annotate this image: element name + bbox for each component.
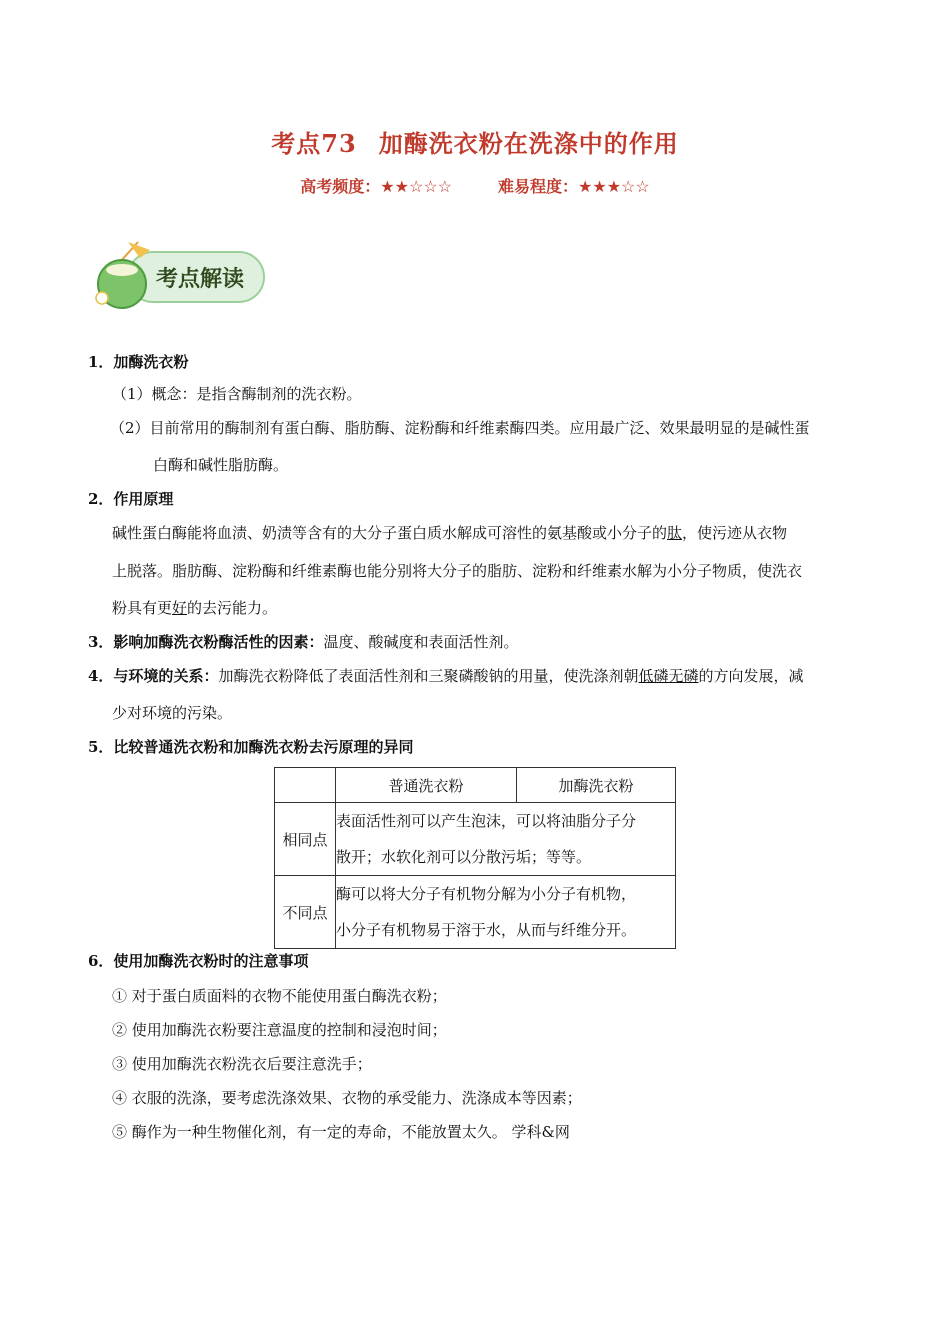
table-corner-cell [275, 768, 336, 803]
flower-icon [96, 292, 108, 304]
list-item: ① 对于蛋白质面料的衣物不能使用蛋白酶洗衣粉； [112, 987, 447, 1005]
s2-line1-a: 碱性蛋白酶能将血渍、奶渍等含有的大分子蛋白质水解成可溶性的氨基酸或小分子的 [112, 524, 668, 542]
heading-4: 4．与环境的关系： [88, 667, 219, 685]
heading-3: 3．影响加酶洗衣粉酶活性的因素： [88, 633, 324, 651]
s4-line2: 少对环境的污染。 [112, 704, 233, 722]
list-item: ⑤ 酶作为一种生物催化剂，有一定的寿命，不能放置太久。 学科&网 [112, 1123, 570, 1141]
s2-underlined-term: 肽 [667, 524, 683, 542]
list-item: ③ 使用加酶洗衣粉洗衣后要注意洗手； [112, 1055, 372, 1073]
table-col-header: 加酶洗衣粉 [517, 768, 676, 803]
table-cell [336, 803, 676, 876]
heading-5: 5．比较普通洗衣粉和加酶洗衣粉去污原理的异同 [88, 738, 414, 756]
s2-line3-b: 的去污能力。 [187, 599, 278, 617]
coconut-top-icon [106, 264, 138, 276]
freq-stars: ★★☆☆☆ [380, 177, 452, 196]
table-row-label: 相同点 [275, 803, 336, 876]
badge-text: 考点解读 [155, 267, 245, 292]
s2-line1 [112, 523, 787, 543]
s1-p2-line1: （2）目前常用的酶制剂有蛋白酶、脂肪酶、淀粉酶和纤维素酶四类。应用最广泛、效果最明显的是碱性蛋 [110, 419, 810, 437]
table-row [275, 876, 676, 949]
s2-line3 [112, 598, 277, 618]
heading-6: 6．使用加酶洗衣粉时的注意事项 [88, 952, 309, 970]
title-main: 加酶洗衣粉在洗涤中的作用 [378, 129, 679, 158]
table-cell-line: 小分子有机物易于溶于水，从而与纤维分开。 [336, 921, 637, 939]
s2-line1-b: ，使污迹从衣物 [682, 524, 788, 542]
table-cell-line: 酶可以将大分子有机物分解为小分子有机物， [336, 885, 637, 903]
s4-line1 [88, 666, 804, 686]
list-item: ④ 衣服的洗涤，要考虑洗涤效果、衣物的承受能力、洗涤成本等因素； [112, 1089, 582, 1107]
table-cell-line: 表面活性剂可以产生泡沫，可以将油脂分子分 [336, 812, 637, 830]
s2-line2: 上脱落。脂肪酶、淀粉酶和纤维素酶也能分别将大分子的脂肪、淀粉和纤维素水解为小分子物质，使洗衣 [112, 562, 803, 580]
table-col-header: 普通洗衣粉 [336, 768, 517, 803]
table-row [275, 803, 676, 876]
page-title [0, 124, 950, 159]
freq-label: 高考频度： [300, 177, 381, 196]
comparison-table [274, 767, 676, 949]
s2-line3-a: 粉具有更 [112, 599, 173, 617]
s1-p2-line2: 白酶和碱性脂肪酶。 [153, 456, 289, 474]
table-cell [336, 876, 676, 949]
heading-2: 2．作用原理 [88, 490, 174, 508]
rating-line [0, 174, 950, 197]
s3-text: 温度、酸碱度和表面活性剂。 [323, 633, 519, 651]
section-badge [88, 240, 268, 312]
s4-line1-a: 加酶洗衣粉降低了表面活性剂和三聚磷酸钠的用量，使洗涤剂朝 [218, 667, 639, 685]
table-row-label: 不同点 [275, 876, 336, 949]
table-cell-line: 散开；水软化剂可以分散污垢；等等。 [336, 848, 592, 866]
s1-p1: （1）概念：是指含酶制剂的洗衣粉。 [112, 385, 362, 403]
title-prefix: 考点73 [271, 129, 357, 158]
heading-1: 1．加酶洗衣粉 [88, 353, 189, 371]
list-item: ② 使用加酶洗衣粉要注意温度的控制和浸泡时间； [112, 1021, 447, 1039]
s4-underlined-term: 低磷无磷 [638, 667, 699, 685]
s2-underlined-word: 好 [172, 599, 188, 617]
difficulty-label: 难易程度： [498, 177, 579, 196]
difficulty-stars: ★★★☆☆ [578, 177, 650, 196]
table-header-row [275, 768, 676, 803]
s3-line [88, 632, 518, 652]
s4-line1-b: 的方向发展，减 [698, 667, 804, 685]
